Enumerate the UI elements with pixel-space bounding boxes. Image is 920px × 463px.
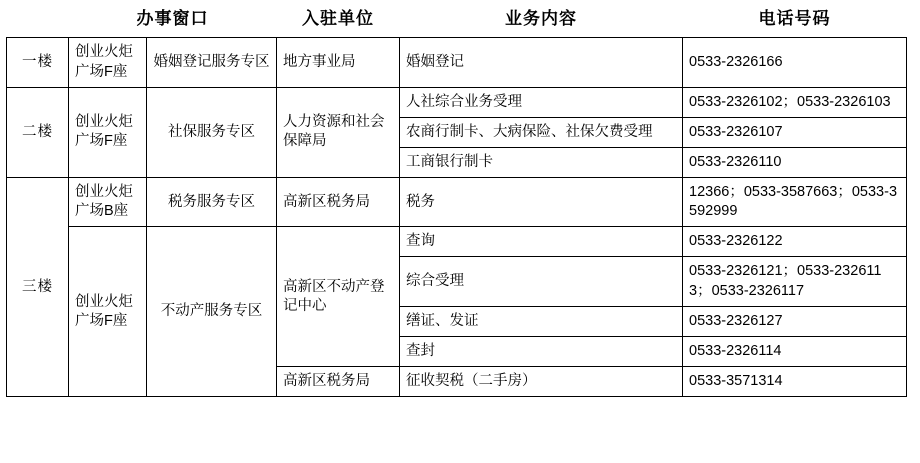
header-unit: 入驻单位 bbox=[277, 0, 400, 38]
business-label: 婚姻登记 bbox=[400, 38, 683, 87]
table-row bbox=[7, 178, 907, 227]
phone-label: 0533-2326121；0533-2326113；0533-2326117 bbox=[683, 257, 907, 306]
table-header-row bbox=[7, 0, 907, 38]
phone-label: 0533-2326102；0533-2326103 bbox=[683, 87, 907, 117]
business-label: 税务 bbox=[400, 178, 683, 227]
business-label: 查封 bbox=[400, 336, 683, 366]
phone-label: 0533-2326127 bbox=[683, 306, 907, 336]
venue-label: 创业火炬广场F座 bbox=[69, 87, 147, 177]
header-blank bbox=[7, 0, 69, 38]
table-row bbox=[7, 38, 907, 87]
business-label: 工商银行制卡 bbox=[400, 147, 683, 177]
phone-label: 0533-2326166 bbox=[683, 38, 907, 87]
business-label: 人社综合业务受理 bbox=[400, 87, 683, 117]
floor-label: 三楼 bbox=[7, 178, 69, 397]
venue-label: 创业火炬广场F座 bbox=[69, 38, 147, 87]
header-window: 办事窗口 bbox=[69, 0, 277, 38]
phone-label: 0533-2326107 bbox=[683, 117, 907, 147]
phone-label: 12366；0533-3587663；0533-3592999 bbox=[683, 178, 907, 227]
zone-label: 婚姻登记服务专区 bbox=[147, 38, 277, 87]
venue-label: 创业火炬广场B座 bbox=[69, 178, 147, 227]
venue-label: 创业火炬广场F座 bbox=[69, 227, 147, 397]
business-label: 查询 bbox=[400, 227, 683, 257]
floor-label: 二楼 bbox=[7, 87, 69, 177]
unit-label: 高新区不动产登记中心 bbox=[277, 227, 400, 367]
business-label: 农商行制卡、大病保险、社保欠费受理 bbox=[400, 117, 683, 147]
phone-label: 0533-2326114 bbox=[683, 336, 907, 366]
business-label: 征收契税（二手房） bbox=[400, 366, 683, 396]
phone-label: 0533-2326110 bbox=[683, 147, 907, 177]
phone-label: 0533-3571314 bbox=[683, 366, 907, 396]
zone-label: 不动产服务专区 bbox=[147, 227, 277, 397]
floor-label: 一楼 bbox=[7, 38, 69, 87]
header-business: 业务内容 bbox=[400, 0, 683, 38]
service-window-table bbox=[6, 0, 907, 397]
table-row bbox=[7, 87, 907, 117]
zone-label: 社保服务专区 bbox=[147, 87, 277, 177]
phone-label: 0533-2326122 bbox=[683, 227, 907, 257]
unit-label: 高新区税务局 bbox=[277, 366, 400, 396]
header-phone: 电话号码 bbox=[683, 0, 907, 38]
table-row bbox=[7, 227, 907, 257]
unit-label: 地方事业局 bbox=[277, 38, 400, 87]
business-label: 缮证、发证 bbox=[400, 306, 683, 336]
business-label: 综合受理 bbox=[400, 257, 683, 306]
unit-label: 人力资源和社会保障局 bbox=[277, 87, 400, 177]
unit-label: 高新区税务局 bbox=[277, 178, 400, 227]
zone-label: 税务服务专区 bbox=[147, 178, 277, 227]
